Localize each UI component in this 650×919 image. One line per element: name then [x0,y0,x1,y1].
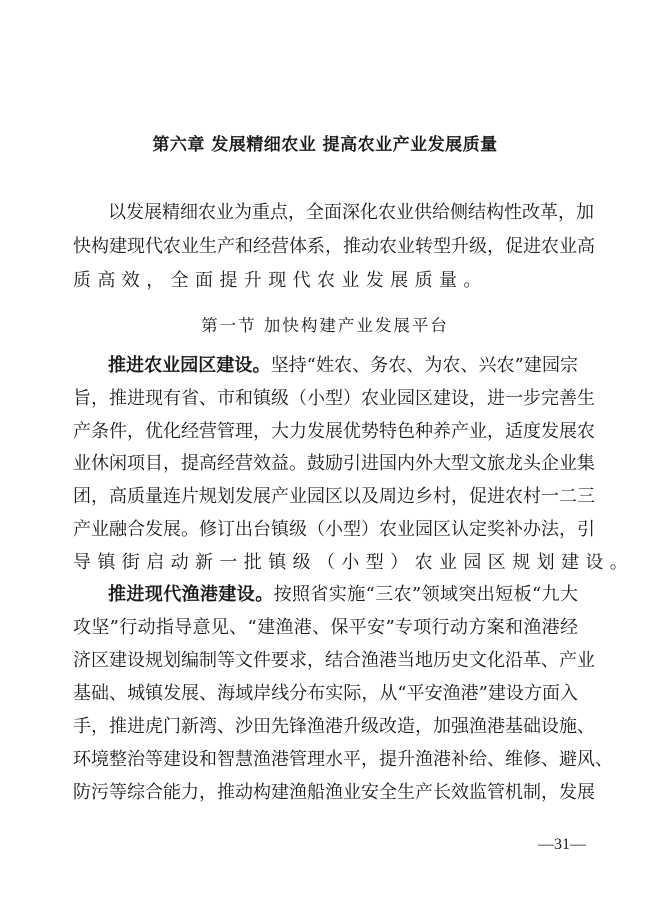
paragraph-lead-line [108,583,578,607]
paragraph-line: 产条件，优化经营管理，大力发展优势特色种养产业，适度发展农 [73,421,595,442]
page-number: —31— [538,836,586,853]
section-title: 第一节 加快构建产业发展平台 [201,316,449,335]
paragraph-text: 按照省实施“三农”领域突出短板“九大 [273,584,579,605]
paragraph-line: 导镇街启动新一批镇级（小型）农业园区规划建设。 [73,552,635,573]
paragraph-lead: 推进现代渔港建设。 [108,584,274,605]
paragraph-line: 业休闲项目，提高经营效益。鼓励引进国内外大型文旅龙头企业集 [73,453,595,474]
intro-line: 以发展精细农业为重点，全面深化农业供给侧结构性改革，加 [108,202,594,223]
paragraph-line: 团，高质量连片规划发展产业园区以及周边乡村，促进农村一二三 [73,486,595,507]
paragraph-line: 旨，推进现有省、市和镇级（小型）农业园区建设，进一步完善生 [73,388,595,409]
paragraph-line: 济区建设规划编制等文件要求，结合渔港当地历史文化沿革、产业 [73,650,595,671]
intro-line: 质高效，全面提升现代农业发展质量。 [73,270,488,291]
paragraph-line: 环境整治等建设和智慧渔港管理水平，提升渔港补给、维修、避风、 [73,749,613,770]
intro-line: 快构建现代农业生产和经营体系，推动农业转型升级，促进农业高 [73,236,595,257]
paragraph-text: 坚持“姓农、务农、为农、兴农”建园宗 [270,355,579,376]
chapter-title: 第六章 发展精细农业 提高农业产业发展质量 [152,135,498,155]
paragraph-line: 防污等综合能力，推动构建渔船渔业安全生产长效监管机制，发展 [73,782,595,803]
paragraph-lead: 推进农业园区建设。 [108,355,271,376]
paragraph-line: 攻坚”行动指导意见、“建渔港、保平安”专项行动方案和渔港经 [73,617,578,638]
paragraph-line: 产业融合发展。修订出台镇级（小型）农业园区认定奖补办法，引 [73,519,595,540]
paragraph-line: 基础、城镇发展、海域岸线分布实际，从“平安渔港”建设方面入 [73,683,578,704]
paragraph-lead-line [108,354,578,378]
paragraph-line: 手，推进虎门新湾、沙田先锋渔港升级改造，加强渔港基础设施、 [73,716,595,737]
